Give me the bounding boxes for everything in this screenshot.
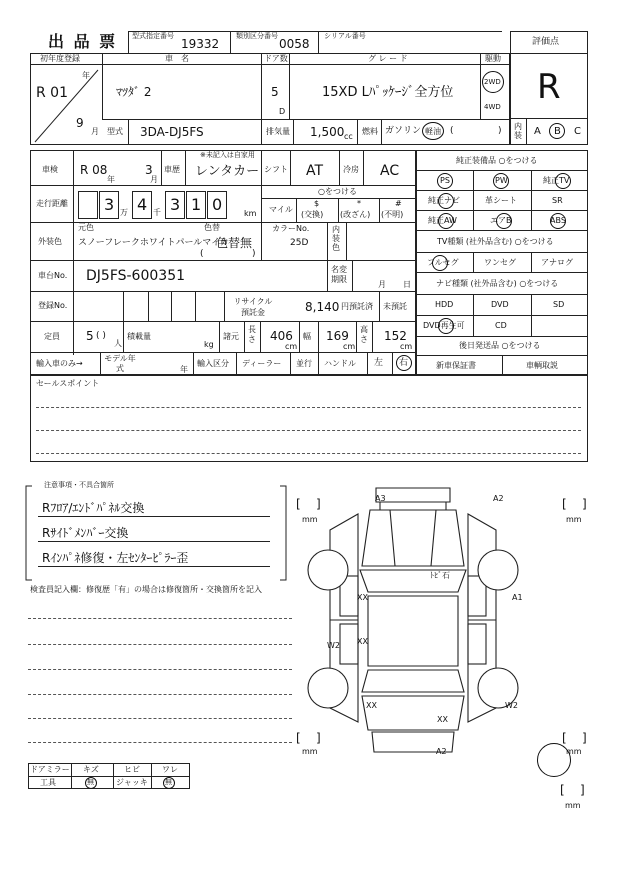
equipment-tv-title: TV種類 (社外品含む) ○をつける — [437, 237, 554, 246]
width-unit: cm — [343, 342, 356, 351]
width-value: 169 — [326, 329, 349, 343]
mileage-opt-dollar: $ — [314, 199, 320, 208]
legend-door-mirror: ドアミラー — [30, 765, 70, 774]
note-line-1: Rﾌﾛｱ/ｴﾝﾄﾞﾊﾟﾈﾙ交換 — [42, 501, 145, 515]
sales-point-label: セールスポイント — [36, 379, 100, 388]
interior-color-label: 内装色 — [332, 225, 340, 252]
mileage-opt-star: * — [357, 199, 361, 208]
mileage-opt-exchange: (交換) — [301, 210, 324, 219]
tv-oneseg: ワンセグ — [484, 258, 516, 267]
unit-spare: mm — [565, 801, 581, 810]
inspection-month-unit: 月 — [150, 175, 158, 184]
diagram-mark-xx-left-rear: XX — [357, 637, 368, 646]
mileage-circle-note: ○をつける — [318, 187, 357, 196]
import-label: 輸入車のみ→ — [36, 359, 83, 368]
handle-right: 右 — [399, 358, 409, 368]
drive-label: 駆動 — [485, 54, 501, 63]
capacity-label: 定員 — [44, 332, 60, 341]
mileage-digit-box-1 — [78, 191, 98, 219]
color-repaint-value: 色替無 — [216, 236, 253, 250]
color-original-label: 元色 — [78, 223, 94, 232]
mileage-digit-box-5: 1 — [186, 191, 206, 219]
navi-sd: SD — [553, 300, 565, 309]
legend-scratch: キズ — [83, 765, 99, 774]
car-name-value: ﾏﾂﾀﾞ 2 — [116, 85, 152, 99]
legend-jack-none: 無 — [165, 778, 172, 786]
first-reg-label: 初年度登録 — [40, 54, 80, 63]
serial-label: シリアル番号 — [324, 32, 366, 40]
color-no-value: 25D — [290, 238, 309, 248]
diagram-mark-xx-wheel: XX — [366, 701, 377, 710]
color-repaint-label: 色替 — [204, 223, 220, 232]
equip-ps: PS — [440, 176, 450, 185]
chassis-value: DJ5FS-600351 — [86, 268, 186, 284]
equip-sr: SR — [552, 196, 563, 205]
grade-value: 15XD Lﾊﾟｯｹｰｼﾞ全方位 — [322, 85, 454, 100]
inspection-era: R 08 — [80, 163, 108, 177]
legend-tools: 工具 — [40, 778, 56, 787]
unit-rr: mm — [566, 747, 582, 756]
spare-tire — [537, 743, 571, 777]
bracket-fl-open: [ — [296, 497, 301, 511]
tv-fullseg: フルセグ — [427, 258, 459, 267]
inspection-month: 3 — [145, 163, 153, 177]
first-reg-divider — [30, 64, 100, 144]
bracket-rl-open: [ — [296, 731, 301, 745]
interior-label: 内装 — [514, 122, 522, 140]
capacity-person-unit: 人 — [114, 339, 122, 348]
load-label: 積載量 — [127, 332, 151, 341]
legend-crack: ヒビ — [124, 765, 140, 774]
first-reg-month: 9 — [76, 116, 84, 130]
equip-genuine-aw: 純正AW — [428, 216, 457, 225]
bracket-fr-close: ] — [582, 497, 587, 511]
bracket-rr-open: [ — [562, 731, 567, 745]
color-paren-close: ) — [252, 249, 256, 259]
mileage-sen: 千 — [153, 208, 161, 217]
legend-jack: ジャッキ — [116, 778, 148, 787]
equip-pw: PW — [495, 176, 508, 185]
length-label: 長さ — [248, 325, 256, 344]
height-value: 152 — [384, 329, 407, 343]
unit-rl: mm — [302, 747, 318, 756]
shift-label: シフト — [264, 165, 288, 174]
interior-a: A — [534, 126, 541, 137]
bracket-rl-close: ] — [316, 731, 321, 745]
later-manual: 車輌取説 — [526, 361, 558, 370]
model-year-label: モデル年式 — [104, 354, 136, 373]
equip-genuine-tv: 純正TV — [543, 176, 570, 185]
recycle-label: リサイクル預託金 — [233, 297, 273, 317]
inspection-label: 車検 — [42, 165, 58, 174]
fuel-diesel: 軽油 — [425, 127, 441, 136]
drive-4wd: 4WD — [484, 103, 501, 111]
model-label: 型式 — [107, 127, 123, 136]
model-designation-label: 型式指定番号 — [132, 32, 174, 40]
unit-fl: mm — [302, 515, 318, 524]
sales-point-box — [30, 375, 588, 462]
color-paren-open: ( — [200, 249, 204, 259]
legend-tools-none: 無 — [87, 778, 94, 786]
history-label: 車歴 — [164, 165, 180, 174]
bracket-fl-close: ] — [316, 497, 321, 511]
first-reg-month-unit: 月 — [91, 127, 99, 136]
history-value: レンタカー — [195, 164, 260, 179]
model-designation-value: 19332 — [181, 37, 220, 51]
recycle-unpaid: 未預託 — [383, 302, 407, 311]
tv-analog: アナログ — [541, 258, 573, 267]
capacity-value: 5 — [86, 329, 94, 343]
deadline-label: 名変期限 — [331, 265, 347, 284]
color-no-label: カラーNo. — [272, 224, 310, 233]
doors-suffix: D — [279, 107, 286, 116]
diagram-mark-tobiishi: ﾄﾋﾞ石 — [430, 571, 450, 580]
car-diagram — [300, 470, 530, 770]
deadline-month-unit: 月 — [378, 280, 386, 289]
equip-abs: ABS — [550, 216, 566, 225]
ac-value: AC — [380, 163, 400, 179]
recycle-value: 8,140 — [305, 300, 340, 314]
later-warranty: 新車保証書 — [436, 361, 476, 370]
interior-c: C — [574, 126, 581, 137]
model-year-unit: 年 — [180, 365, 188, 374]
bracket-rr-close: ] — [582, 731, 587, 745]
mileage-unit: km — [244, 209, 257, 218]
category-number-label: 類別区分番号 — [236, 32, 278, 40]
inspector-label: 検査員記入欄：修復歴「有」の場合は修復箇所・交換箇所を記入 — [30, 585, 262, 594]
first-reg-year-unit: 年 — [82, 71, 90, 80]
diagram-mark-a2-front: A2 — [493, 494, 504, 503]
ac-label: 冷房 — [343, 165, 359, 174]
length-unit: cm — [285, 342, 298, 351]
mileage-label: 走行距離 — [36, 199, 68, 208]
drive-2wd: 2WD — [484, 78, 501, 86]
chassis-label: 車台No. — [38, 271, 68, 280]
page-title: 出 品 票 — [48, 32, 118, 51]
doors-label: ドア数 — [264, 54, 288, 63]
rating-label: 評価点 — [532, 37, 560, 47]
height-unit: cm — [400, 342, 413, 351]
mileage-digit-box-4: 3 — [165, 191, 185, 219]
fuel-other-close: ) — [498, 126, 502, 136]
displacement-label: 排気量 — [266, 127, 290, 136]
diagram-mark-a3: A3 — [375, 494, 386, 503]
mileage-digit-box-6: 0 — [207, 191, 227, 219]
equip-airbag: エアB — [490, 216, 512, 225]
navi-dvd: DVD — [491, 300, 509, 309]
recycle-unit: 円預託済 — [341, 302, 373, 311]
rating-value: R — [537, 67, 561, 107]
category-number-value: 0058 — [279, 37, 310, 51]
equipment-navi-title: ナビ種類 (社外品含む) ○をつける — [436, 279, 559, 288]
handle-left: 左 — [374, 358, 384, 368]
first-reg-era: R 01 — [36, 85, 68, 101]
note-line-2: Rｻｲﾄﾞﾒﾝﾊﾞｰ交換 — [42, 526, 129, 540]
notes-title: 注意事項・不具合箇所 — [44, 481, 114, 489]
handle-label: ハンドル — [324, 359, 356, 368]
fuel-label: 燃料 — [362, 127, 378, 136]
width-label: 幅 — [303, 332, 311, 341]
navi-hdd: HDD — [435, 300, 454, 309]
grade-label: グ レ ー ド — [368, 54, 408, 63]
dims-label: 諸元 — [223, 332, 239, 341]
car-name-label: 車 名 — [165, 54, 189, 63]
unit-fr: mm — [566, 515, 582, 524]
model-value: 3DA-DJ5FS — [140, 125, 204, 139]
diagram-mark-a1: A1 — [512, 593, 523, 602]
diagram-mark-w2-left: W2 — [327, 641, 340, 650]
mileage-man: 万 — [120, 208, 128, 217]
load-unit: kg — [204, 340, 214, 349]
diagram-mark-xx-trunk: XX — [437, 715, 448, 724]
equipment-genuine-title: 純正装備品 ○をつける — [456, 156, 538, 165]
import-parallel: 並行 — [296, 359, 312, 368]
inspection-year-unit: 年 — [107, 175, 115, 184]
mileage-opt-hash: # — [395, 199, 402, 208]
fuel-gasoline: ガソリン — [385, 126, 422, 136]
deadline-day-unit: 日 — [403, 280, 411, 289]
bracket-fr-open: [ — [562, 497, 567, 511]
registration-label: 登録No. — [38, 301, 68, 310]
note-line-3: Rｲﾝﾊﾟﾈ修復・左ｾﾝﾀｰﾋﾟﾗｰ歪 — [42, 551, 189, 565]
mileage-opt-tamper: (改ざん) — [340, 210, 371, 219]
equip-genuine-navi: 純正ナビ — [428, 196, 460, 205]
doors-value: 5 — [271, 85, 279, 99]
import-type-label: 輸入区分 — [197, 359, 229, 368]
diagram-mark-w2-right: W2 — [505, 701, 518, 710]
diagram-mark-a2-rear: A2 — [436, 747, 447, 756]
legend-break: ワレ — [162, 765, 178, 774]
equipment-later-title: 後日発送品 ○をつける — [459, 341, 541, 350]
fuel-other-open: ( — [450, 126, 454, 136]
diagram-mark-xx-left-front: XX — [357, 593, 368, 602]
mileage-opt-mile: マイル — [269, 205, 293, 214]
bracket-spare-close: ] — [580, 783, 585, 797]
navi-cd: CD — [495, 321, 507, 330]
capacity-paren: ( ) — [96, 331, 106, 341]
displacement-value: 1,500 — [310, 125, 345, 139]
history-note: ※未記入は自家用 — [200, 151, 255, 159]
mileage-digit-box-2: 3 — [99, 191, 119, 219]
color-value: スノーフレークホワイトパールマイカ — [78, 238, 229, 248]
import-dealer: ディーラー — [242, 359, 282, 368]
interior-b: B — [554, 126, 561, 137]
color-label: 外装色 — [38, 237, 62, 246]
height-label: 高さ — [360, 325, 368, 344]
equip-leather: 革シート — [485, 196, 517, 205]
displacement-unit: cc — [344, 132, 353, 141]
mileage-digit-box-3: 4 — [132, 191, 152, 219]
shift-value: AT — [306, 163, 324, 179]
bracket-spare-open: [ — [560, 783, 565, 797]
mileage-opt-unknown: (不明) — [381, 210, 404, 219]
length-value: 406 — [270, 329, 293, 343]
navi-dvd-play: DVD再生可 — [423, 321, 465, 330]
